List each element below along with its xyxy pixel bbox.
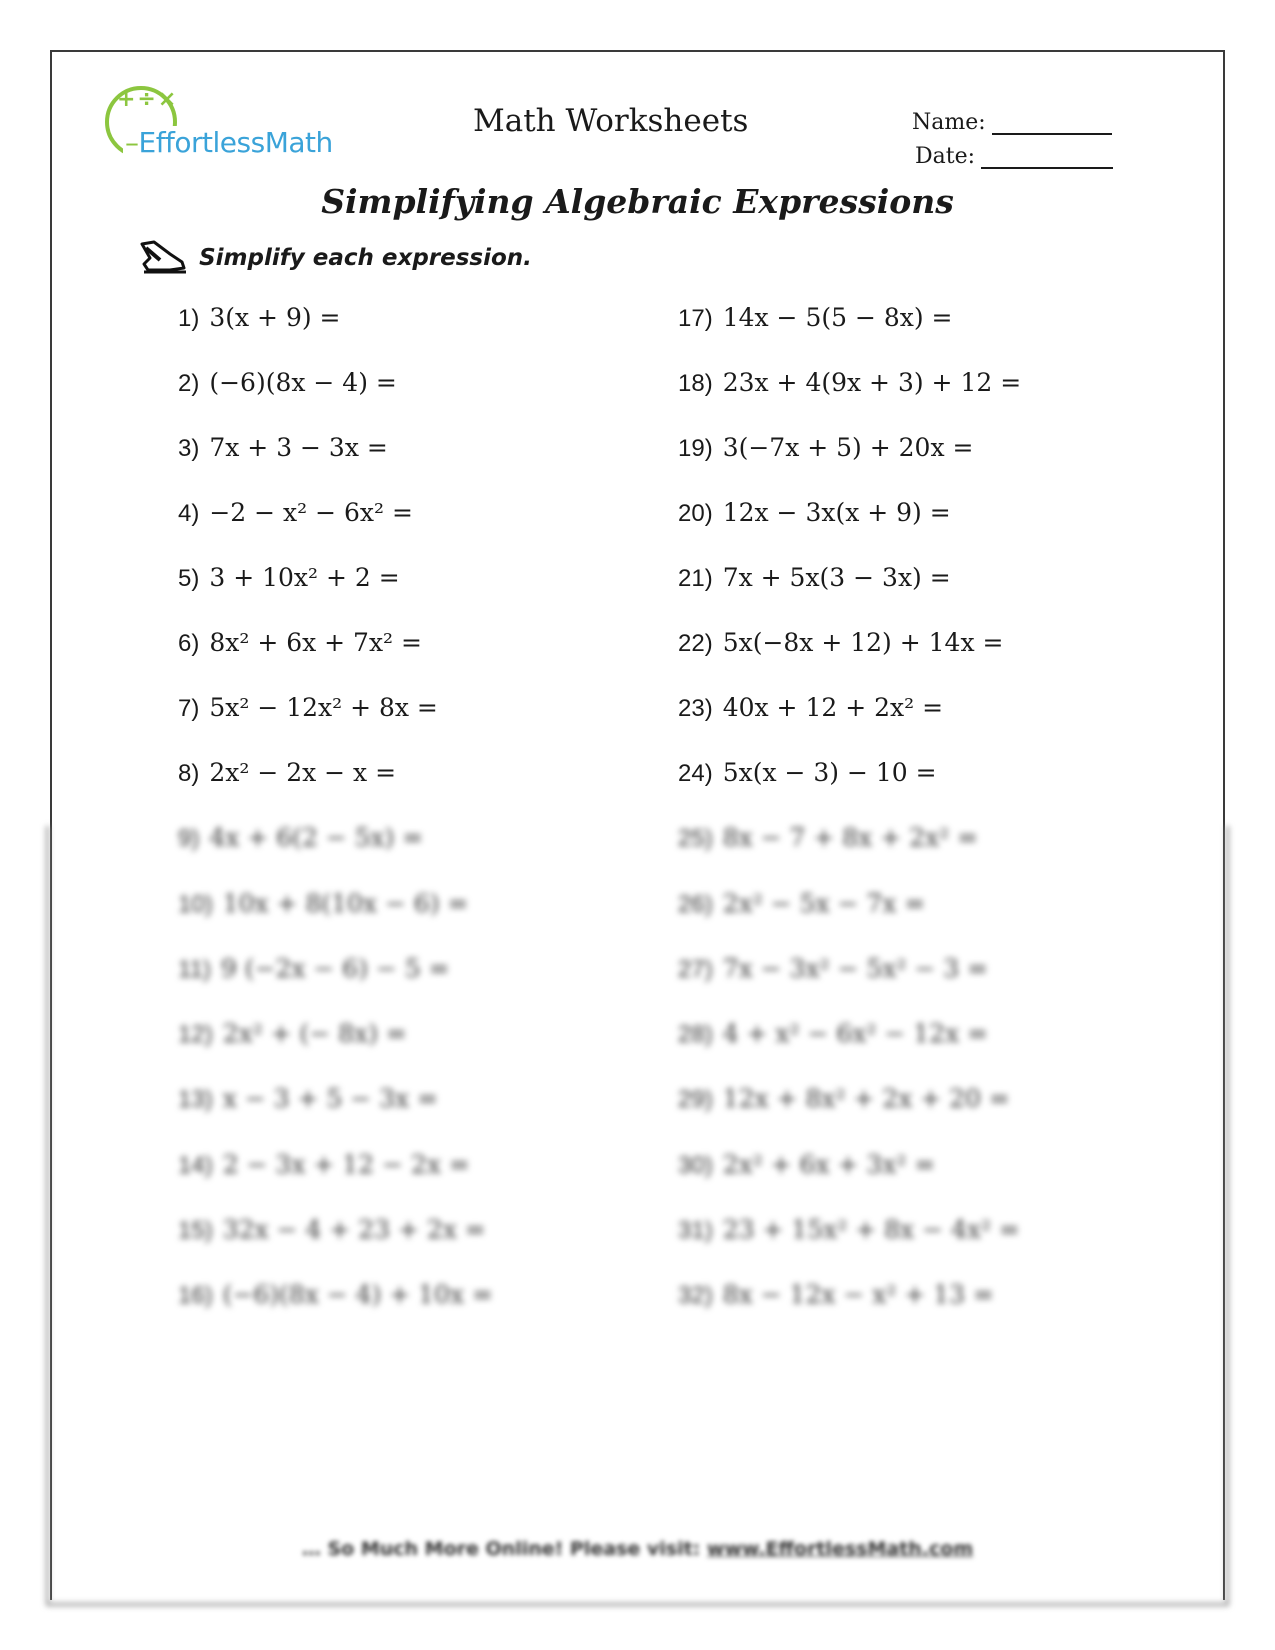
problem-14: 14) 2 − 3x + 12 − 2x = [178,1150,470,1179]
problem-15: 15) 32x − 4 + 23 + 2x = [178,1215,486,1244]
logo-dash: – [125,126,139,159]
problem-28: 28) 4 + x² − 6x² − 12x = [678,1019,989,1048]
problem-19: 19) 3(−7x + 5) + 20x = [678,433,974,462]
problem-23: 23) 40x + 12 + 2x² = [678,693,944,722]
problem-13: 13) x − 3 + 5 − 3x = [178,1084,439,1113]
pencil-hand-icon [140,240,188,276]
instruction [140,240,532,280]
effortlessmath-logo [105,82,365,172]
problem-12: 12) 2x² + (− 8x) = [178,1019,407,1048]
problem-6: 6) 8x² + 6x + 7x² = [178,628,422,657]
problem-24: 24) 5x(x − 3) − 10 = [678,758,937,787]
footer-text: … So Much More Online! Please visit: [301,1538,707,1560]
problem-31: 31) 23 + 15x² + 8x − 4x² = [678,1215,1020,1244]
problem-3: 3) 7x + 3 − 3x = [178,433,388,462]
instruction-text: Simplify each expression. [199,245,532,271]
name-label: Name: [912,110,986,135]
problem-18: 18) 23x + 4(9x + 3) + 12 = [678,368,1022,397]
problem-10: 10) 10x + 8(10x − 6) = [178,889,469,918]
problem-5: 5) 3 + 10x² + 2 = [178,563,400,592]
name-line [992,132,1112,135]
problem-21: 21) 7x + 5x(3 − 3x) = [678,563,951,592]
header-title: Math Worksheets [473,103,749,139]
footer [0,1538,1275,1560]
logo-text: EffortlessMath [138,126,333,159]
name-field[interactable] [912,110,1112,135]
problem-1: 1) 3(x + 9) = [178,303,341,332]
problem-27: 27) 7x − 3x² − 5x² − 3 = [678,954,989,983]
problem-9: 9) 4x + 6(2 − 5x) = [178,823,424,852]
problem-32: 32) 8x − 12x − x² + 13 = [678,1280,994,1309]
problem-26: 26) 2x² − 5x − 7x = [678,889,926,918]
worksheet-title: Simplifying Algebraic Expressions [321,182,954,221]
problem-17: 17) 14x − 5(5 − 8x) = [678,303,953,332]
problem-11: 11) 9 (−2x − 6) − 5 = [178,954,450,983]
problem-4: 4) −2 − x² − 6x² = [178,498,413,527]
problem-30: 30) 2x² + 6x + 3x² = [678,1150,936,1179]
logo-wordmark [123,126,333,159]
date-field[interactable] [915,144,1113,169]
problem-2: 2) (−6)(8x − 4) = [178,368,397,397]
logo-math-symbols: +÷× [117,87,179,112]
date-label: Date: [915,144,976,169]
problem-7: 7) 5x² − 12x² + 8x = [178,693,438,722]
footer-link[interactable]: www.EffortlessMath.com [706,1538,974,1560]
problem-25: 25) 8x − 7 + 8x + 2x² = [678,823,979,852]
problem-29: 29) 12x + 8x² + 2x + 20 = [678,1084,1010,1113]
problem-22: 22) 5x(−8x + 12) + 14x = [678,628,1004,657]
problem-20: 20) 12x − 3x(x + 9) = [678,498,951,527]
date-line [981,166,1113,169]
problem-16: 16) (−6)(8x − 4) + 10x = [178,1280,493,1309]
problem-8: 8) 2x² − 2x − x = [178,758,397,787]
